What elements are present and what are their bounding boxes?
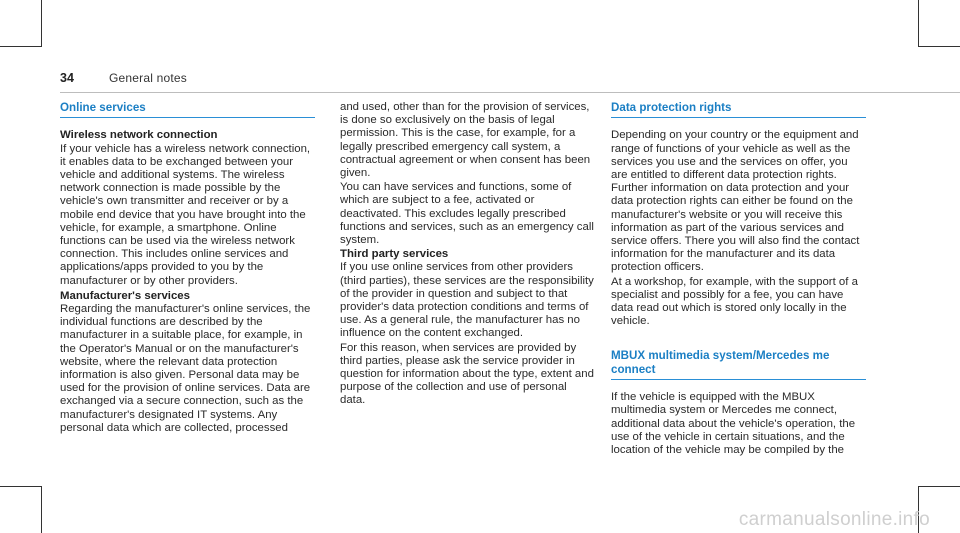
crop-mark [918, 486, 960, 487]
crop-mark [918, 0, 919, 47]
subheading-third-party: Third party services [340, 248, 449, 261]
crop-mark [41, 0, 42, 47]
paragraph-wireless: If your vehicle has a wireless network connection, it enables data to be exchanged between your vehicle and additional systems. The wireless network connection is made possible by the vehicle's own transmitter and receiver or by a mobile end device that you have brought into the vehicle, for example, a smartphone. Online functions can be used via the wireless network connection. This includes online services and applications/apps provided to you by the manufacturer or by other providers. [60, 142, 311, 287]
subheading-wireless: Wireless network connection [60, 129, 218, 142]
crop-mark [918, 46, 960, 47]
paragraph-data-protection: Depending on your country or the equipment and range of functions of your vehicle as well as the services you use and the services on offer, you are entitled to different data protection rights. Further information on data protection and your data protection rights can either be found on the manufacturer's website or you will receive this information as part of the various services and service offers. There you will also find the contact information for the manufacturer and its data protection officers. [611, 129, 860, 274]
paragraph-third-party: If you use online services from other providers (third parties), these services are the responsibility of the provider in question and subject to that provider's data protection conditions and terms of use. As a general rule, the manufacturer has no influence on the content exchanged. [340, 261, 594, 340]
heading-online-services: Online services [60, 101, 315, 118]
heading-mbux: MBUX multimedia system/Mercedes me connect [611, 349, 866, 380]
watermark: carmanualsonline.info [738, 509, 930, 530]
paragraph-manufacturer: Regarding the manufacturer's online services, the individual functions are described by the manufacturer in a suitable place, for example, in the Operator's Manual or on the manufacturer's website, where the relevant data protection information is also given. Personal data may be used for the provision of online services. Data are exchanged via a secure connection, such as the manufacturer's designated IT systems. Any personal data which are collected, processed [60, 303, 311, 434]
paragraph-legal-permission: and used, other than for the provision of services, is done so exclusively on the basis of legal permission. This is the case, for example, for a legally prescribed emergency call system, a contractual agreement or when consent has been given. [340, 101, 591, 180]
column-1 [60, 101, 315, 435]
paragraph-services-fee: You can have services and functions, some of which are subject to a fee, activated or deactivated. This excludes legally prescribed functions and services, such as an emergency call system. [340, 181, 594, 247]
crop-mark [41, 486, 42, 533]
paragraph-workshop: At a workshop, for example, with the support of a specialist and possibly for a fee, you can have data read out which is stored only locally in the vehicle. [611, 275, 858, 328]
heading-data-protection-rights: Data protection rights [611, 101, 866, 118]
page-number: 34 [60, 71, 74, 85]
paragraph-mbux: If the vehicle is equipped with the MBUX multimedia system or Mercedes me connect, additional data about the vehicle's operation, the use of the vehicle in certain situations, and the location of the vehicle may be compiled by the [611, 391, 856, 457]
column-2 [340, 101, 595, 408]
header-divider [60, 92, 960, 93]
crop-mark [0, 486, 42, 487]
crop-mark [0, 46, 42, 47]
section-title: General notes [109, 71, 187, 85]
column-3 [611, 101, 866, 457]
subheading-manufacturer: Manufacturer's services [60, 289, 190, 302]
paragraph-third-party-reason: For this reason, when services are provided by third parties, please ask the service provider in question for information about the type, extent and purpose of the collection and use of personal data. [340, 341, 594, 407]
